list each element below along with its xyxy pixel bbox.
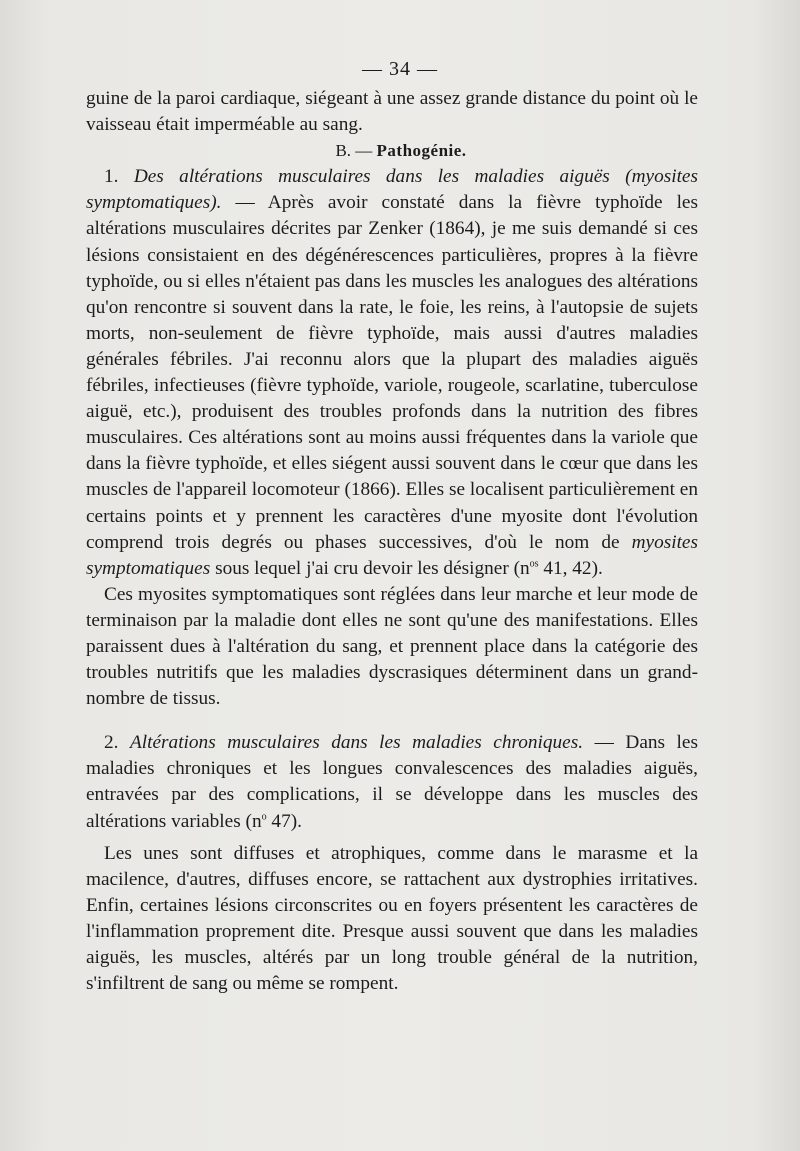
section-title: Pathogénie. — [376, 141, 467, 161]
paragraph-text: — Dans les maladies chroniques et les longues convalescences des maladies aiguës, entravées par des complications, il se développe dans les muscles des altérations variables (n — [86, 732, 698, 832]
paragraph-text: — Après avoir constaté dans la fièvre typhoïde les altérations musculaires décrites par Zenker (1864), je me suis demandé si ces lésions consistaient en des dégénérescences particulières, propres à la fièvre typhoïde, ou si elles n'étaient pas dans les muscles les analogues des altérations qu'on rencontre si souvent dans la rate, le foie, les reins, à l'autopsie de sujets morts, non-seulement de fièvre typhoïde, mais aussi d'autres maladies générales fébriles. J'ai reconnu alors que la plupart des maladies aiguës fébriles, infectieuses (fièvre typhoïde, variole, rougeole, scarlatine, tuberculose aiguë, etc.), produisent des troubles profonds dans la nutrition des fibres musculaires. Ces altérations sont au moins aussi fréquentes dans la variole que dans la fièvre typhoïde, et elles siégent aussi souvent dans le cœur que dans les muscles de l'appareil locomoteur (1866). Elles se localisent particulièrement en certains points et y prennent les caractères d'une myosite dont l'évolution comprend trois degrés ou phases successives, d'où le nom de — [86, 192, 698, 553]
paragraph-title: Altérations musculaires dans les maladies chroniques. — [130, 732, 584, 754]
section-heading — [86, 138, 698, 164]
paragraph-text: 47). — [266, 810, 302, 832]
paragraph-symptomatic-myositis: Ces myosites symptomatiques sont réglées dans leur marche et leur mode de terminaison par la maladie dont elles ne sont qu'une des manifestations. Elles paraissent dues à l'altération du sang, et prennent place dans la catégorie des troubles nutritifs que les maladies dyscrasiques déterminent dans un grand-nombre de tissus. — [86, 583, 698, 710]
section-letter: B. — — [335, 141, 373, 161]
page-number: — 34 — — [362, 58, 438, 80]
paragraph-number: 1. — [104, 166, 119, 188]
italic-term: myosites symptomatiques — [86, 531, 698, 579]
paragraph-text: sous lequel j'ai cru devoir les désigner (n — [210, 557, 530, 579]
superscript: o — [261, 811, 267, 823]
paragraph-title: Des altérations musculaires dans les maladies aiguës (myosites symptomatiques). — [86, 166, 698, 214]
paragraph-acute-diseases — [86, 164, 698, 582]
paragraph-number: 2. — [104, 732, 119, 754]
paragraph-gap — [86, 712, 698, 730]
intro-paragraph: guine de la paroi cardiaque, siégeant à une assez grande distance du point où le vaisseau était imperméable au sang. — [86, 88, 698, 136]
paragraph-text: 41, 42). — [538, 557, 603, 579]
paragraph-lesions: Les unes sont diffuses et atrophiques, comme dans le marasme et la macilence, d'autres, diffuses encore, se rattachent aux dystrophies irritatives. Enfin, certaines lésions circonscrites ou en foyers présentent les caractères de l'inflammation proprement dite. Presque aussi souvent que dans les maladies aiguës, les muscles, altérés par un long trouble général de la nutrition, s'infiltrent de sang ou même se rompent. — [86, 842, 698, 995]
superscript: os — [529, 558, 539, 570]
paragraph-chronic-diseases — [86, 730, 698, 834]
page-body — [86, 86, 698, 997]
